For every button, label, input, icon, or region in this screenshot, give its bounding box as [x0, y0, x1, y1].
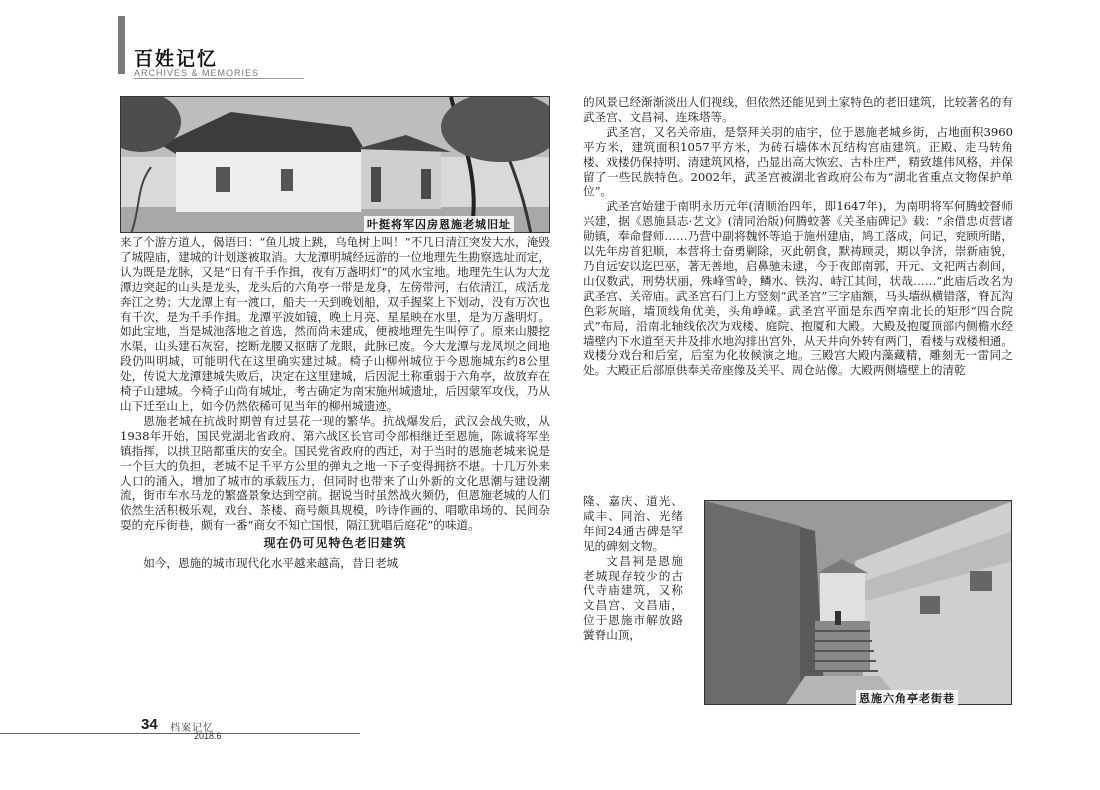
section-heading: 现在仍可见特色老旧建筑: [263, 536, 407, 551]
issue-date: 2018.6: [194, 731, 222, 741]
paragraph: 恩施老城在抗战时期曾有过昙花一现的繁华。抗战爆发后，武汉会战失败，从1938年开始，国民党湖北省政府、第六战区长官司令部相继迁至恩施，陈诚将军坐镇指挥，以拱卫陪都重庆的安全。国民党省政府的西迁，对于当时的恩施老城来说是一个巨大的负担，老城不足千平方公里的弹丸之地一下子变得拥挤不堪。十几万外来人口的涌入，增加了城市的承载压力，但同时也带来了山外新的文化思潮与建设潮流，街市车水马龙的繁盛景象达到空前。据说当时虽然战火频仍，但恩施老城的人们依然生活积极乐观，戏台、茶楼、商号颇具规模，吟诗作画的、唱歌串场的、民间杂耍的充斥街巷，颇有一番“商女不知亡国恨，隔江犹唱后庭花”的味道。: [120, 413, 550, 533]
photo-old-street: [704, 500, 1012, 705]
paragraph: 武圣宫始建于南明永历元年(清顺治四年，即1647年)，为南明将军何腾蛟督师兴建，据《恩施县志·艺文》(清同治版)何腾蛟著《关圣庙碑记》载：“余借忠贞营诸勋镇，奉命督师……乃营中副将魏怀等追于施州建庙，鸠工落成，问记，兖顾所睹，以先年房首犯顺，本营将士奋勇剿除，灭此朝食，默祷顾灵，期以争济，崇新庙貌，乃自远安以迄巴巫，著无善地，启鼻驰未逮，今于夜郎南郭，开元、文祀两古刹间，山仅数武，刑势状丽，殊峰雪岭，鳞水、铁沟、峙江其间，状哉……”此庙后改名为武圣宫、关帝庙。武圣宫石门上方竖刻“武圣宫”三字庙额，马头墙纵横错落，脊瓦沟色彩灰暗，墙顶线角优美，头角峥嵘。武圣宫平面是东西窄南北长的矩形“四合院式”布局，沿南北轴线依次为戏楼、庭院、抱厦和大殿。大殿及抱厦顶部内侧檐水经墙壁内下水道至天井及排水地沟排出宫外，从天井向外转有两门，看楼与戏楼相通。戏楼分戏台和后室，后室为化妆候演之地。三殿宫大殿内藻藏精，雕刻无一雷同之处。大殿正后部原供奉关帝座像及关平、周仓站像。大殿两侧墙壁上的清乾: [583, 199, 1013, 378]
paragraph: 武圣宫，又名关帝庙，是祭拜关羽的庙宇，位于恩施老城乡街，占地面积3960平方米，建筑面积1057平方米，为砖石墙体木瓦结构宫庙建筑。正殿、走马转角楼、戏楼仍保持明、清建筑风格，凸显出高大恢宏、古朴庄严，精致雄伟风格，并保留了一些民族特色。2002年，武圣宫被湖北省政府公布为“湖北省重点文物保护单位”。: [583, 124, 1013, 199]
paragraph: 文昌祠是恩施老城现存较少的古代寺庙建筑，又称文昌宫、文昌庙，位于恩施市解放路黉脊山顶，: [583, 553, 683, 643]
left-text-column: [120, 235, 550, 571]
section-subtitle: ARCHIVES & MEMORIES: [134, 68, 260, 78]
photo-old-street-image: [705, 501, 1012, 705]
photo-old-city-site: [120, 96, 550, 233]
right-text-column: [583, 95, 1013, 378]
section-title: 百姓记忆: [134, 48, 219, 70]
paragraph: 隆、嘉庆、道光、咸丰、同治、光绪年间24通古碑是罕见的碑刻文物。: [583, 494, 683, 553]
narrow-text-column: [583, 494, 683, 643]
page-number: 34: [141, 716, 158, 733]
journal-name: 档案记忆: [170, 723, 214, 734]
photo-old-city-site-image: [121, 97, 550, 233]
paragraph: 如今，恩施的城市现代化水平越来越高，昔日老城: [143, 556, 399, 571]
photo-caption-old-street: 恩施六角亭老街巷: [856, 690, 958, 706]
header-rule: [134, 78, 304, 79]
paragraph: 的风景已经渐渐淡出人们视线，但依然还能见到土家特色的老旧建筑，比较著名的有武圣宫、文昌祠、连珠塔等。: [583, 95, 1013, 124]
paragraph: 来了个游方道人，偈语曰：“鱼儿坡上跳，乌龟树上叫！”不几日清江突发大水，淹毁了城隍庙，建城的计划遂被取消。大龙潭明城经远游的一位地理先生勘察选址而定，认为既是龙脉，又是“日有千手作揖，夜有万盏明灯”的风水宝地。地理先生认为大龙潭边突起的山头是龙头，龙头后的六角亭一带是龙身，左傍带河，右依清江，成活龙奔江之势；大龙潭上有一渡口，船夫一天到晚划船，双手握桨上下划动，没有万次也有千次，是为千手作揖。龙潭平波如镜，晚上月亮、星星映在水里，是为万盏明灯。如此宝地，当是城池落地之首选，然而尚未建成，便被地理先生叫停了。原来山腰挖水渠，山头建石灰窑，挖断龙腰又抠瞎了龙眼，此脉已废。今大龙潭与龙凤坝之间地段仍叫明城，可能明代在这里确实建过城。椅子山柳州城位于今恩施城东约8公里处，传说大龙潭建城失败后，决定在这里建城，后因泥土称重弱于六角亭，故放弃在椅子山建城。今椅子山尚有城址，考古确定为南宋施州城遗址，后因蒙军攻伐，乃从山下迁至山上，如今仍然依稀可见当年的柳州城遗迹。: [120, 235, 550, 413]
header-accent-bar: [118, 16, 125, 74]
photo-caption-old-city: 叶挺将军囚房恩施老城旧址: [364, 216, 514, 232]
